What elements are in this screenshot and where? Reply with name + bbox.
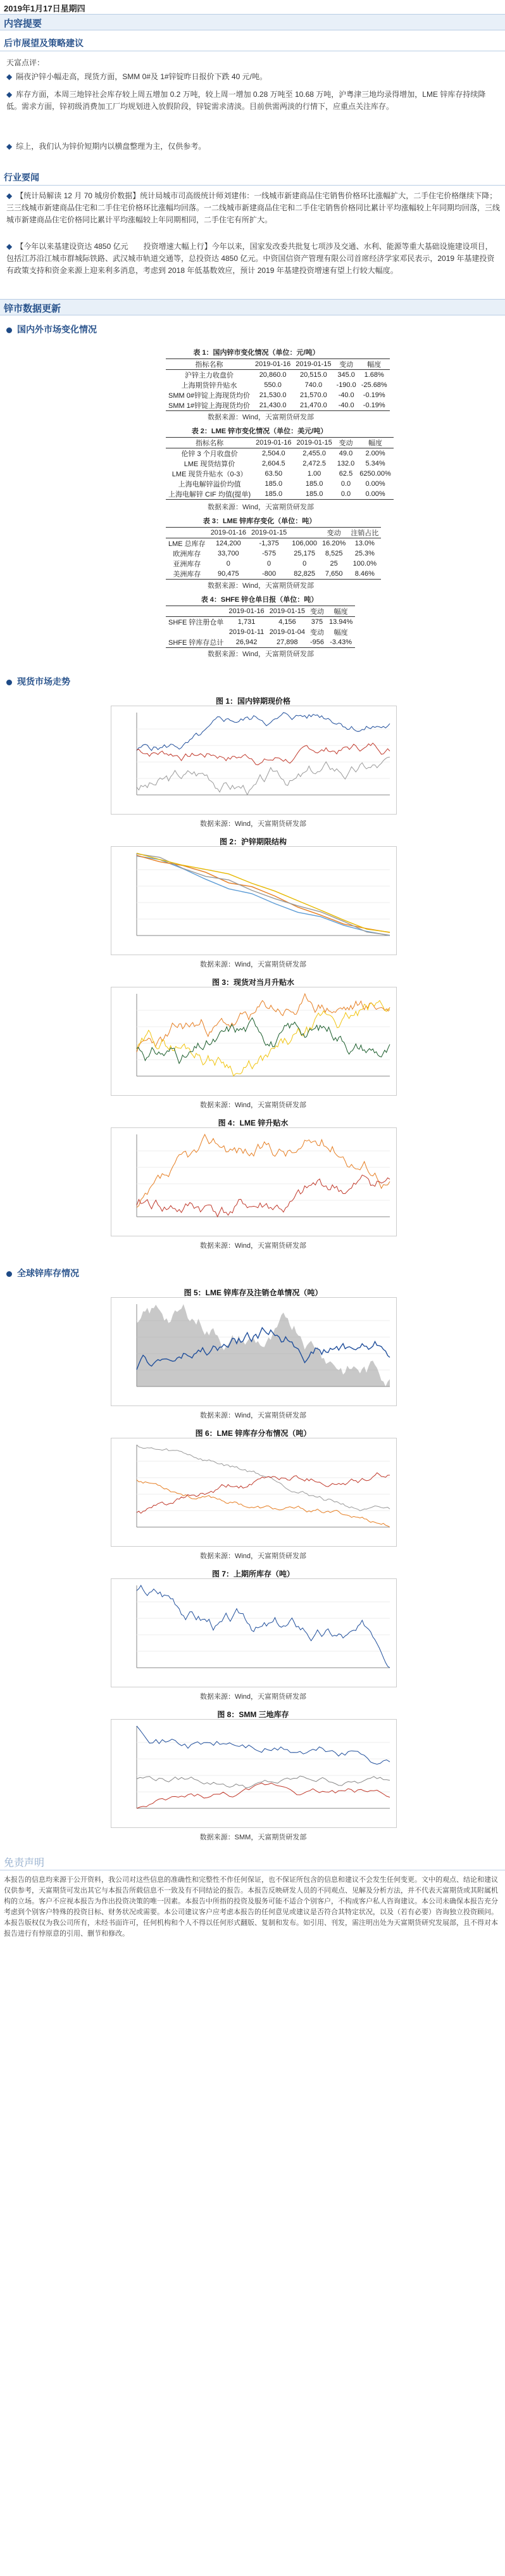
chart3	[111, 987, 397, 1096]
table-row: LME 现货结算价 2,604.5 2,472.5 132.0 5.34%	[184, 460, 385, 468]
chart1	[111, 706, 397, 815]
chart5-title: 图 5：LME 锌库存及注销仓单情况（吨）	[184, 1288, 323, 1297]
table-row: SHFE 锌库存总计 26,942 27,898 -956 -3.43%	[166, 637, 355, 648]
chart1-title: 图 1：国内锌期现价格	[215, 697, 290, 706]
news-item-1: ◆ 【统计局解读 12 月 70 城房价数据】统计局城市司高级统计师刘建伟：一线城市新建商品住宅销售价格环比涨幅扩大，二手住宅价格继续下降；三三线城市新建商品住宅和二手住宅价格环比涨幅均回落。一二线城市新建商品住宅和二手住宅销售价格同比累计平均涨幅较上年同期均回落，三线城市新建商品住宅价格同比累计平均涨幅较上年同期相同，二手住宅有所扩大。	[6, 191, 501, 224]
series-line	[137, 1175, 390, 1217]
diamond-icon: ◆	[6, 90, 13, 99]
news-item-2: ◆ 【今年以来基建设资达 4850 亿元 投资增速大幅上行】今年以来，国家发改委共批复七项涉及交通、水利、能源等重大基础设施建设项目，包括江苏沿江城市群城际铁路、武汉城市轨道交通等，总投资达 4850 亿元。中资国信资产管理有限公司首席经济学家邓民表示，2019 年基建投资有政策支持和资金来源上迎来利多消息，考虑到 2018 年低基数效应，预计 2019 年基建投资增速有望上行较大幅度。	[6, 242, 495, 275]
divider	[0, 185, 505, 186]
table3: 2019-01-16 2019-01-15 变动 注销占比 LME 总库存 124,200 -1,375 106,000 16.20% 13.0% 欧洲库存 33,700 -575 25,175 8,525 25.3% 亚洲库存 0 0 0 25 100.0% 美洲库存 90,475 -800 82,825 7,650 8.46%	[166, 527, 381, 580]
chart2	[111, 846, 397, 955]
table2-caption: 表 2：LME 锌市变化情况（单位：美元/吨）	[191, 428, 328, 435]
chart4-source: 数据来源：Wind，天富期货研发部	[199, 1242, 307, 1250]
table-row: 沪锌主力收盘价 20,860.0 20,515.0 345.0 1.68%	[184, 371, 384, 379]
series-line	[137, 1018, 390, 1063]
disclaimer-text: 本报告的信息均来源于公开资料，我公司对这些信息的准确性和完整性不作任何保证，也不保证所包含的信息和建议不会发生任何变更。文中的观点、结论和建议仅供参考，天富期货可发出其它与本报告所载信息不一致及有不同结论的报告。本报告反映研发人员的不同观点、见解及分析方法，并不代表天富期货或其附属机构的立场。客户不应视本报告为作出投资决策的唯一因素。本报告中所指的投资及服务可能不适合个别客户，不构成客户私人咨询建议。本公司未确保本报告充分考虑到个别客户特殊的投资目标、财务状况或需要。本公司建议客户应考虑本报告的任何意见或建议是否符合其特定状况，以及（若有必要）咨询独立投资顾问。本报告版权仅为我公司所有，未经书面许可，任何机构和个人不得以任何形式翻版、复制和发布。如引用、刊发，需注明出处为天富期货研究发展部，且不得对本报告进行有悖原意的引用、删节和修改。	[4, 1876, 498, 1938]
chart7	[111, 1578, 397, 1687]
outlook-bullet-3: ◆ 综上，我们认为锌价短期内以横盘整理为主，仅供参考。	[6, 142, 206, 151]
table-row: SMM 1#锌锭上海现货均价 21,430.0 21,470.0 -40.0 -0.19%	[166, 400, 390, 411]
table-row: LME 总库存 124,200 -1,375 106,000 16.20% 13.0%	[168, 540, 375, 548]
bullet-dot-icon	[6, 1271, 12, 1277]
content-band	[0, 14, 505, 30]
outlook-bullet-1: ◆ 隔夜沪锌小幅走高，现货方面，SMM 0#及 1#锌锭昨日报价下跌 40 元/吨。	[6, 72, 267, 81]
table-row: 2019-01-11 2019-01-04 变动 幅度	[228, 628, 348, 637]
chart2-source: 数据来源：Wind，天富期货研发部	[199, 961, 307, 968]
news-title: 行业要闻	[4, 172, 39, 182]
chart6-source: 数据来源：Wind，天富期货研发部	[199, 1552, 307, 1560]
series-area	[137, 1304, 390, 1386]
series-line	[137, 1783, 390, 1808]
series-line	[137, 1134, 390, 1207]
diamond-icon: ◆	[6, 242, 13, 251]
report-date: 2019年1月17日星期四	[4, 4, 85, 13]
table4-caption: 表 4：SHFE 锌仓单日报（单位：吨）	[201, 596, 318, 604]
market-update-title: 锌市数据更新	[4, 303, 61, 314]
chart3-source: 数据来源：Wind，天富期货研发部	[199, 1101, 307, 1109]
spot-trend-heading: 现货市场走势	[6, 675, 70, 688]
table1-caption: 表 1：国内锌市变化情况（单位：元/吨）	[193, 349, 320, 357]
series-line	[137, 1776, 390, 1788]
domestic-foreign-heading: 国内外市场变化情况	[6, 323, 97, 336]
series-line	[137, 713, 390, 751]
table1-source: 数据来源：Wind，天富期货研发部	[207, 414, 315, 421]
table-row: 亚洲库存 0 0 0 25 100.0%	[173, 560, 377, 568]
chart6	[111, 1438, 397, 1547]
chart4-title: 图 4：LME 锌升贴水	[218, 1119, 289, 1127]
series-line	[137, 1726, 390, 1764]
outlook-bullet-2: ◆ 库存方面，本周三地锌社会库存较上周五增加 0.2 万吨，较上周一增加 0.28 万吨至 10.68 万吨，沪粤津三地均录得增加，LME 锌库存持续降低。需求方面，锌初级消费加工厂均规划进入放假阶段，锌锭需求清淡。目前供需两淡的行情下，应重点关注库存。	[6, 90, 486, 111]
table3-source: 数据来源：Wind，天富期货研发部	[207, 582, 315, 590]
table2-source: 数据来源：Wind，天富期货研发部	[207, 504, 315, 511]
content-title: 内容提要	[4, 18, 42, 29]
chart2-title: 图 2：沪锌期限结构	[219, 837, 287, 846]
market-update-band	[0, 299, 505, 315]
diamond-icon: ◆	[6, 72, 13, 81]
chart7-title: 图 7：上期所库存（吨）	[211, 1570, 294, 1578]
outlook-view: 天富点评：	[6, 58, 45, 67]
series-line	[137, 855, 390, 932]
series-line	[137, 1480, 390, 1527]
chart6-title: 图 6：LME 锌库存分布情况（吨）	[195, 1429, 311, 1438]
table-row: SHFE 锌注册仓单 1,731 4,156 375 13.94%	[168, 618, 353, 626]
table-row: 伦锌 3 个月收盘价 2,504.0 2,455.0 49.0 2.00%	[181, 450, 385, 458]
chart5-source: 数据来源：Wind，天富期货研发部	[199, 1412, 307, 1419]
table4: 2019-01-16 2019-01-15 变动 幅度 SHFE 锌注册仓单 1,731 4,156 375 13.94% 2019-01-11 2019-01-04 变动 幅度 SHFE 锌库存总计 26,942 27,898 -956 -3.43%	[166, 606, 355, 648]
diamond-icon: ◆	[6, 191, 13, 200]
global-stock-heading: 全球锌库存情况	[6, 1267, 79, 1279]
series-line	[137, 757, 390, 795]
disclaimer-title: 免责声明	[4, 1858, 45, 1869]
chart7-source: 数据来源：Wind，天富期货研发部	[199, 1693, 307, 1701]
table-row: 上海电解锌 CIF 均值(提单) 185.0 185.0 0.0 0.00%	[166, 489, 394, 500]
table3-caption: 表 3：LME 锌库存变化（单位：吨）	[203, 517, 316, 525]
diamond-icon: ◆	[6, 142, 13, 151]
chart1-source: 数据来源：Wind，天富期货研发部	[199, 820, 307, 828]
table1: 指标名称 2019-01-16 2019-01-15 变动 幅度 沪锌主力收盘价 20,860.0 20,515.0 345.0 1.68% 上海期货锌升贴水 550.0 740.0 -190.0 -25.68% SMM 0#锌锭上海现货均价 21,530.0 21,570.0 -40.0 -0.19% SMM 1#锌锭上海现货均价 21,430.0 21,470.0 -40.0 -0.19%	[166, 358, 390, 411]
table-row: 欧洲库存 33,700 -575 25,175 8,525 25.3%	[173, 550, 375, 558]
series-line	[137, 1585, 390, 1668]
table-row: 美洲库存 90,475 -800 82,825 7,650 8.46%	[166, 569, 381, 580]
table2: 指标名称 2019-01-16 2019-01-15 变动 幅度 伦锌 3 个月收盘价 2,504.0 2,455.0 49.0 2.00% LME 现货结算价 2,604.5 2,472.5 132.0 5.34% LME 现货升贴水（0-3） 63.50 1.00 62.5 6250.00% 上海电解锌溢价均值 185.0 185.0 0.0 0.00% 上海电解锌 CIF 均值(提单) 185.0 185.0 0.0 0.00%	[166, 437, 394, 500]
chart8-source: 数据来源：SMM，天富期货研发部	[199, 1834, 307, 1841]
bullet-dot-icon	[6, 327, 12, 333]
chart3-title: 图 3：现货对当月升贴水	[211, 978, 294, 987]
bullet-dot-icon	[6, 680, 12, 685]
chart8-title: 图 8：SMM 三地库存	[217, 1710, 289, 1719]
table4-source: 数据来源：Wind，天富期货研发部	[207, 650, 315, 658]
chart4	[111, 1127, 397, 1236]
outlook-title: 后市展望及策略建议	[4, 38, 84, 48]
table-row: 上海电解锌溢价均值 185.0 185.0 0.0 0.00%	[178, 480, 385, 488]
table-row: SMM 0#锌锭上海现货均价 21,530.0 21,570.0 -40.0 -0.19%	[168, 391, 385, 400]
chart5	[111, 1297, 397, 1406]
chart8	[111, 1719, 397, 1828]
table-row: LME 现货升贴水（0-3） 63.50 1.00 62.5 6250.00%	[171, 470, 391, 478]
table-row: 上海期货锌升贴水 550.0 740.0 -190.0 -25.68%	[181, 381, 387, 390]
